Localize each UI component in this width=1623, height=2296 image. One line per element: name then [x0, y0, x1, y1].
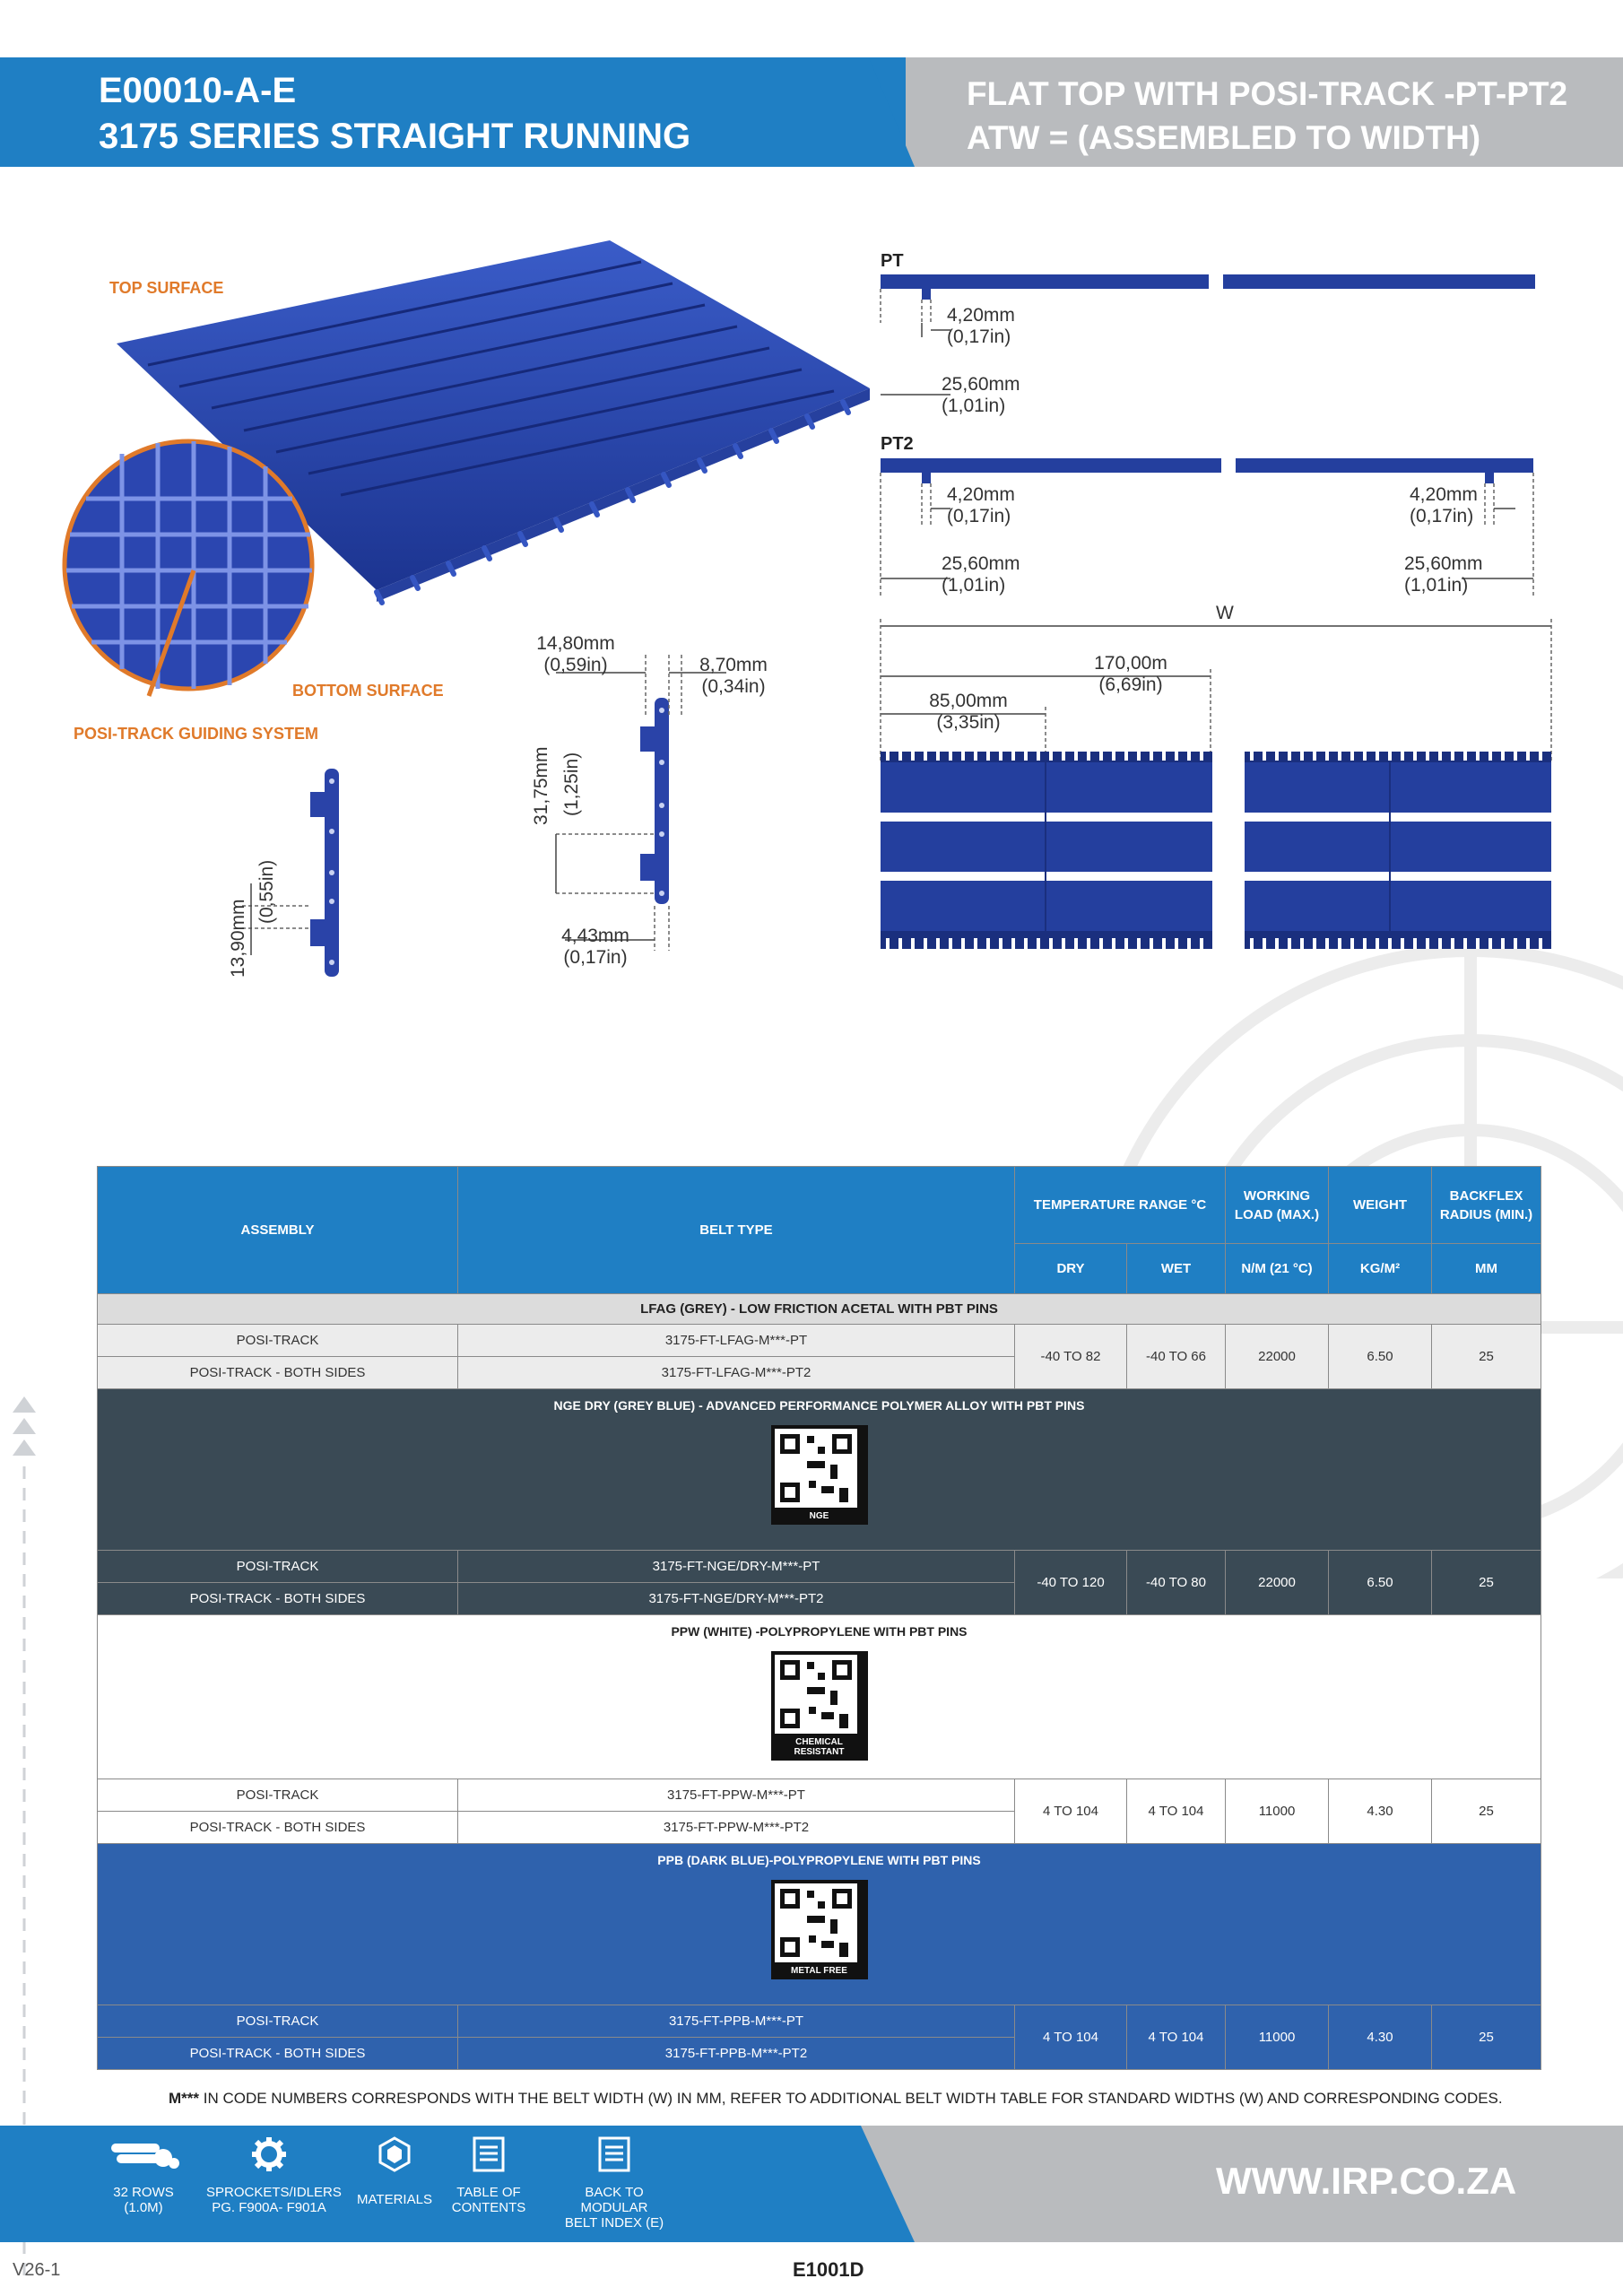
table-cell-dry: -40 TO 82 — [1015, 1325, 1127, 1389]
dim-31-75-mm: 31,75mm — [531, 746, 551, 825]
table-cell-wet: 4 TO 104 — [1127, 2005, 1226, 2070]
section-nge — [98, 1389, 1541, 1551]
qr-badge-ppw: CHEMICAL RESISTANT — [794, 1737, 845, 1757]
table-cell-radius: 25 — [1432, 2005, 1541, 2070]
width-code-note — [169, 2090, 1503, 2108]
dim-85-mm: 85,00mm — [929, 691, 1008, 711]
table-cell-belt: 3175-FT-PPB-M***-PT — [458, 2005, 1015, 2038]
section-ppb — [98, 1844, 1541, 2005]
pt2-dim-right-4-20-in: (0,17in) — [1410, 506, 1474, 526]
series-title: 3175 SERIES STRAIGHT RUNNING — [99, 117, 691, 156]
dim-85-in: (3,35in) — [936, 712, 1001, 733]
pt-dim-25-60-in: (1,01in) — [942, 396, 1006, 416]
dim-4-43-in: (0,17in) — [563, 947, 628, 968]
dim-170-mm: 170,00m — [1094, 653, 1167, 674]
header-wet: WET — [1127, 1244, 1226, 1294]
qr-icon — [775, 1883, 857, 1962]
section-title-lfag: LFAG (GREY) - LOW FRICTION ACETAL WITH PBT PINS — [98, 1294, 1541, 1325]
table-cell-dry: -40 TO 120 — [1015, 1551, 1127, 1615]
footer-toc-line1: TABLE OF — [456, 2185, 521, 2200]
dim-170-in: (6,69in) — [1098, 674, 1163, 695]
pt2-dim-left-25-60-in: (1,01in) — [942, 575, 1006, 596]
table-cell-load: 11000 — [1226, 1779, 1329, 1844]
pt2-dim-right-25-60-in: (1,01in) — [1404, 575, 1469, 596]
table-cell-belt: 3175-FT-PPW-M***-PT2 — [458, 1812, 1015, 1844]
pt2-dim-left-4-20-mm: 4,20mm — [947, 484, 1015, 505]
footer-index-line2: BELT INDEX (E) — [564, 2215, 664, 2231]
qr-code-ppw[interactable] — [771, 1651, 868, 1761]
dim-14-80-in: (0,59in) — [543, 655, 608, 675]
page-title-line1: FLAT TOP WITH POSI-TRACK -PT-PT2 — [967, 75, 1568, 112]
qr-icon — [775, 1655, 857, 1734]
note-bold: M*** — [169, 2090, 200, 2107]
table-cell-load: 22000 — [1226, 1551, 1329, 1615]
header-assembly: ASSEMBLY — [98, 1167, 458, 1294]
dim-85 — [927, 691, 1010, 734]
dim-8-70-in: (0,34in) — [701, 676, 766, 697]
dim-14-80-mm: 14,80mm — [536, 633, 615, 654]
footer-toc-line2: CONTENTS — [451, 2200, 526, 2215]
table-cell-wet: -40 TO 66 — [1127, 1325, 1226, 1389]
table-cell-belt: 3175-FT-NGE/DRY-M***-PT — [458, 1551, 1015, 1583]
table-cell-assembly: POSI-TRACK - BOTH SIDES — [98, 2038, 458, 2070]
table-cell-dry: 4 TO 104 — [1015, 1779, 1127, 1844]
section-title-ppw: PPW (WHITE) -POLYPROPYLENE WITH PBT PINS — [671, 1624, 968, 1639]
dim-170 — [1090, 653, 1171, 696]
footer-link-belt-index[interactable] — [551, 2136, 677, 2231]
table-cell-load: 11000 — [1226, 2005, 1329, 2070]
pt-dim-25-60-mm: 25,60mm — [942, 374, 1020, 395]
table-cell-assembly: POSI-TRACK — [98, 1325, 458, 1357]
table-cell-belt: 3175-FT-PPW-M***-PT — [458, 1779, 1015, 1812]
pt2-dim-right-25-60-mm: 25,60mm — [1404, 553, 1483, 574]
footer-sprockets-line1: SPROCKETS/IDLERS — [206, 2185, 342, 2200]
document-icon — [598, 2136, 630, 2172]
section-ppw — [98, 1615, 1541, 1779]
product-code: E00010-A-E — [99, 71, 297, 110]
width-label: W — [1216, 603, 1234, 623]
bottom-surface-zoom-circle — [59, 436, 328, 705]
header-left — [99, 68, 690, 160]
pt2-label: PT2 — [881, 434, 914, 454]
top-surface-label: TOP SURFACE — [109, 279, 224, 297]
dim-1-25 — [561, 752, 583, 816]
pt-dim-4-20-mm: 4,20mm — [947, 305, 1015, 326]
table-cell-radius: 25 — [1432, 1551, 1541, 1615]
dim-0-55-in: (0,55in) — [256, 859, 277, 924]
dim-4-43-mm: 4,43mm — [561, 926, 629, 946]
website-link[interactable]: WWW.IRP.CO.ZA — [1216, 2160, 1517, 2202]
dim-13-90-mm: 13,90mm — [228, 899, 248, 978]
table-cell-weight: 6.50 — [1329, 1551, 1432, 1615]
table-cell-belt: 3175-FT-LFAG-M***-PT2 — [458, 1357, 1015, 1389]
footer-sprockets-line2: PG. F900A- F901A — [212, 2200, 326, 2215]
table-cell-radius: 25 — [1432, 1779, 1541, 1844]
pt2-dim-right-4-20-mm: 4,20mm — [1410, 484, 1478, 505]
bottom-surface-label: BOTTOM SURFACE — [292, 682, 444, 700]
qr-icon — [775, 1429, 857, 1508]
spec-table — [97, 1166, 1541, 2070]
header-load-unit: N/M (21 °C) — [1226, 1244, 1329, 1294]
header-temperature: TEMPERATURE RANGE °C — [1015, 1167, 1226, 1244]
table-cell-assembly: POSI-TRACK — [98, 1779, 458, 1812]
table-cell-assembly: POSI-TRACK - BOTH SIDES — [98, 1583, 458, 1615]
dim-13-90 — [228, 691, 249, 978]
belt-rows-icon — [108, 2136, 179, 2172]
footer-index-line1: BACK TO MODULAR — [580, 2185, 648, 2215]
table-cell-belt: 3175-FT-NGE/DRY-M***-PT2 — [458, 1583, 1015, 1615]
header-backflex: BACKFLEX RADIUS (MIN.) — [1432, 1167, 1541, 1244]
header-weight-unit: KG/M² — [1329, 1244, 1432, 1294]
pt-label: PT — [881, 251, 904, 271]
table-cell-assembly: POSI-TRACK — [98, 2005, 458, 2038]
header-belt-type: BELT TYPE — [458, 1167, 1015, 1294]
qr-code-ppb[interactable] — [771, 1880, 868, 1979]
section-title-ppb: PPB (DARK BLUE)-POLYPROPYLENE WITH PBT PINS — [657, 1853, 981, 1867]
footer-materials-line1: MATERIALS — [357, 2192, 432, 2207]
dim-8-70-mm: 8,70mm — [699, 655, 768, 675]
table-cell-dry: 4 TO 104 — [1015, 2005, 1127, 2070]
materials-icon — [377, 2136, 412, 2172]
pt2-dim-right-4-20 — [1410, 484, 1478, 527]
footer-link-toc[interactable] — [426, 2136, 551, 2215]
pt2-dim-left-4-20-in: (0,17in) — [947, 506, 1011, 526]
table-cell-assembly: POSI-TRACK - BOTH SIDES — [98, 1357, 458, 1389]
note-text: IN CODE NUMBERS CORRESPONDS WITH THE BELT WIDTH (W) IN MM, REFER TO ADDITIONAL BELT WIDTH TABLE FOR STANDARD WIDTHS (W) AND CORRESPONDING CODES. — [199, 2090, 1503, 2107]
section-title-nge: NGE DRY (GREY BLUE) - ADVANCED PERFORMANCE POLYMER ALLOY WITH PBT PINS — [553, 1398, 1085, 1413]
page-title-line2: ATW = (ASSEMBLED TO WIDTH) — [967, 119, 1481, 156]
qr-code-nge[interactable] — [771, 1425, 868, 1525]
table-cell-assembly: POSI-TRACK - BOTH SIDES — [98, 1812, 458, 1844]
header-right — [967, 72, 1567, 160]
header-weight: WEIGHT — [1329, 1167, 1432, 1244]
document-icon — [473, 2136, 505, 2172]
pt2-dim-left-25-60-mm: 25,60mm — [942, 553, 1020, 574]
dim-0-55 — [256, 860, 278, 924]
dim-4-43 — [551, 926, 640, 969]
gear-icon — [251, 2136, 287, 2172]
guiding-system-label: POSI-TRACK GUIDING SYSTEM — [74, 725, 319, 743]
pt2-dim-left-25-60 — [942, 553, 1020, 596]
table-cell-wet: 4 TO 104 — [1127, 1779, 1226, 1844]
table-cell-assembly: POSI-TRACK — [98, 1551, 458, 1583]
footer-link-sprockets[interactable] — [206, 2136, 342, 2215]
dim-14-80 — [531, 633, 621, 676]
version-label: V26-1 — [13, 2260, 61, 2280]
table-cell-weight: 4.30 — [1329, 1779, 1432, 1844]
table-cell-weight: 4.30 — [1329, 2005, 1432, 2070]
table-cell-radius: 25 — [1432, 1325, 1541, 1389]
pt2-dim-right-25-60 — [1404, 553, 1483, 596]
table-cell-belt: 3175-FT-LFAG-M***-PT — [458, 1325, 1015, 1357]
dim-31-75 — [531, 746, 552, 825]
table-cell-weight: 6.50 — [1329, 1325, 1432, 1389]
page-code: E1001D — [793, 2258, 864, 2281]
pt2-dim-left-4-20 — [947, 484, 1015, 527]
footer-link-rows[interactable] — [81, 2136, 206, 2215]
pt-dim-lines — [879, 314, 1004, 404]
qr-badge-nge: NGE — [809, 1511, 829, 1521]
dim-8-70 — [689, 655, 778, 698]
dim-1-25-in: (1,25in) — [561, 752, 582, 816]
header-dry: DRY — [1015, 1244, 1127, 1294]
footer-rows-line1: 32 ROWS — [113, 2185, 174, 2200]
table-cell-belt: 3175-FT-PPB-M***-PT2 — [458, 2038, 1015, 2070]
belt-top-view — [879, 752, 1557, 967]
header-radius-unit: MM — [1432, 1244, 1541, 1294]
pt-dim-4-20-in: (0,17in) — [947, 326, 1011, 347]
header-working-load: WORKING LOAD (MAX.) — [1226, 1167, 1329, 1244]
qr-badge-ppb: METAL FREE — [791, 1966, 847, 1976]
table-cell-wet: -40 TO 80 — [1127, 1551, 1226, 1615]
footer-rows-line2: (1.0M) — [124, 2200, 163, 2215]
table-cell-load: 22000 — [1226, 1325, 1329, 1389]
